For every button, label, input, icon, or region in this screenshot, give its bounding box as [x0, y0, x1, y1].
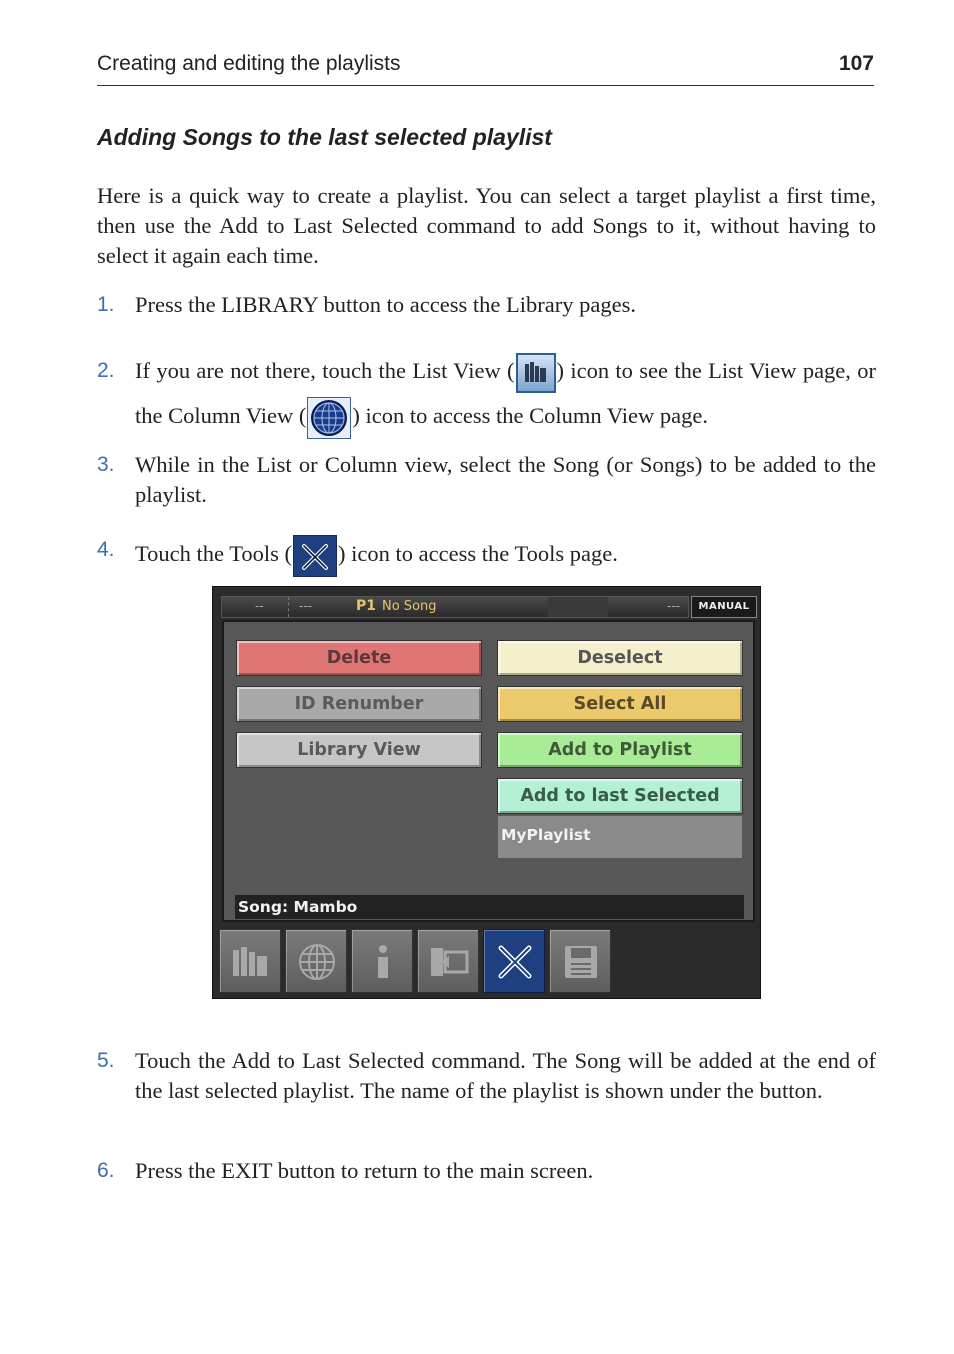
- manual-badge[interactable]: MANUAL: [691, 596, 757, 618]
- step-text: Touch the Add to Last Selected command. The Song will be added at the end of the last selected playlist. The name of the playlist is shown under the button.: [135, 1048, 876, 1103]
- id-renumber-button[interactable]: ID Renumber: [236, 686, 482, 722]
- status-dash: ---: [667, 599, 680, 613]
- step-text-part: ) icon to see the List View page, or the Column View (: [135, 358, 876, 428]
- step-number: 1.: [97, 293, 115, 316]
- deselect-button[interactable]: Deselect: [497, 640, 743, 676]
- tools-icon: [493, 940, 537, 984]
- status-separator: [288, 597, 289, 617]
- status-field: [548, 597, 608, 617]
- step-text-part: If you are not there, touch the List View (: [135, 358, 515, 383]
- select-all-button[interactable]: Select All: [497, 686, 743, 722]
- program-number: P1: [356, 598, 377, 614]
- add-to-last-selected-button[interactable]: Add to last Selected: [497, 778, 743, 814]
- list-view-icon: [229, 940, 273, 984]
- tools-icon: [293, 535, 337, 577]
- delete-button[interactable]: Delete: [236, 640, 482, 676]
- library-view-button[interactable]: Library View: [236, 732, 482, 768]
- tab-tools[interactable]: [483, 929, 545, 993]
- tab-save[interactable]: [549, 929, 611, 993]
- step-text: [135, 535, 876, 577]
- step-text: Press the LIBRARY button to access the Library pages.: [135, 292, 636, 317]
- song-label: Song: Mambo: [235, 895, 744, 919]
- status-bar: [221, 596, 689, 618]
- step-text: Press the EXIT button to return to the main screen.: [135, 1158, 594, 1183]
- tools-panel: [222, 620, 755, 922]
- add-to-playlist-button[interactable]: Add to Playlist: [497, 732, 743, 768]
- page-number: 107: [838, 52, 874, 75]
- step-text-part: Touch the Tools (: [135, 541, 293, 567]
- step-text: While in the List or Column view, select the Song (or Songs) to be added to the playlist.: [135, 452, 876, 507]
- step-number: 5.: [97, 1049, 115, 1072]
- save-icon: [559, 940, 603, 984]
- export-icon: [427, 940, 471, 984]
- section-title: Adding Songs to the last selected playlist: [97, 124, 552, 150]
- tab-export[interactable]: [417, 929, 479, 993]
- intro-paragraph: Here is a quick way to create a playlist. You can select a target playlist a first time, then use the Add to Last Selected command to add Songs to it, without having to select it again each time.: [97, 183, 876, 268]
- step-number: 3.: [97, 453, 115, 476]
- status-dash: ---: [299, 599, 312, 613]
- tab-info[interactable]: [351, 929, 413, 993]
- step-number: 2.: [97, 359, 115, 382]
- header-rule: [97, 85, 874, 86]
- last-playlist-name: MyPlaylist: [497, 815, 743, 859]
- tab-list-view[interactable]: [219, 929, 281, 993]
- current-song: No Song: [382, 599, 437, 614]
- header-title: Creating and editing the playlists: [97, 52, 401, 75]
- column-view-icon: [307, 397, 351, 439]
- status-dash: --: [255, 599, 264, 613]
- tools-page-screenshot: [212, 586, 761, 999]
- step-number: 4.: [97, 538, 115, 561]
- tab-column-view[interactable]: [285, 929, 347, 993]
- step-number: 6.: [97, 1159, 115, 1182]
- step-text: [135, 348, 876, 439]
- column-view-icon: [295, 940, 339, 984]
- step-text-part: ) icon to access the Tools page.: [338, 541, 618, 567]
- step-text-part: ) icon to access the Column View page.: [352, 403, 708, 428]
- list-view-icon: [516, 353, 556, 393]
- info-icon: [361, 940, 405, 984]
